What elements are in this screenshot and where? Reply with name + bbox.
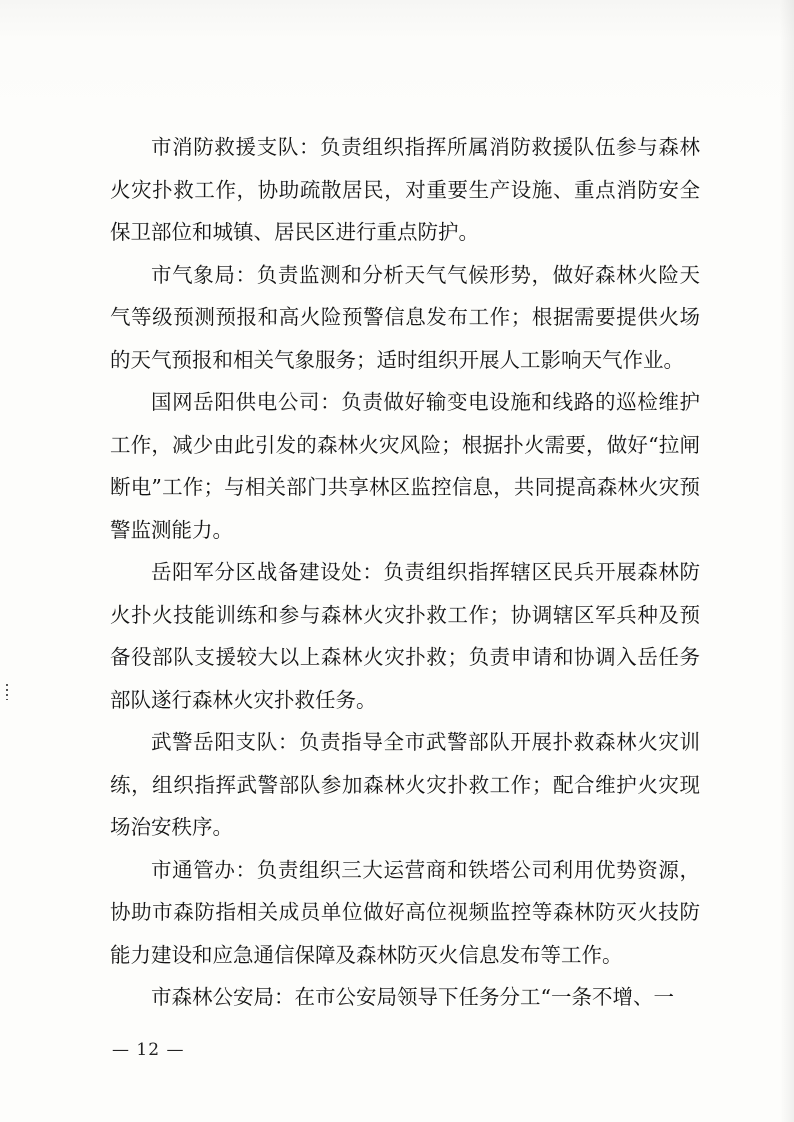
paragraph-armed-police: 武警岳阳支队：负责指导全市武警部队开展扑救森林火灾训练，组织指挥武警部队参加森林火灾扑救工作；配合维护火灾现场治安秩序。 xyxy=(110,730,700,839)
paragraph-power-supply: 国网岳阳供电公司：负责做好输变电设施和线路的巡检维护工作，减少由此引发的森林火灾风险；根据扑火需要，做好“拉闸断电”工作；与相关部门共享林区监控信息，共同提高森林火灾预警监测能力。 xyxy=(110,390,700,542)
scan-artifact-mark xyxy=(6,684,8,700)
paragraph-forest-police: 市森林公安局：在市公安局领导下任务分工“一条不增、一 xyxy=(151,985,674,1009)
paragraph-fire-rescue: 市消防救援支队：负责组织指挥所属消防救援队伍参与森林火灾扑救工作，协助疏散居民，对重要生产设施、重点消防安全保卫部位和城镇、居民区进行重点防护。 xyxy=(110,135,700,244)
scan-edge-shadow xyxy=(780,0,794,1122)
page-number: — 12 — xyxy=(112,1040,185,1060)
document-body xyxy=(110,126,700,1019)
paragraph-meteorology: 市气象局：负责监测和分析天气气候形势，做好森林火险天气等级预测预报和高火险预警信息发布工作；根据需要提供火场的天气预报和相关气象服务；适时组织开展人工影响天气作业。 xyxy=(110,262,700,372)
paragraph-communications: 市通管办：负责组织三大运营商和铁塔公司利用优势资源，协助市森防指相关成员单位做好高位视频监控等森林防灭火技防能力建设和应急通信保障及森林防灭火信息发布等工作。 xyxy=(110,857,700,967)
paragraph-military-district: 岳阳军分区战备建设处：负责组织指挥辖区民兵开展森林防火扑火技能训练和参与森林火灾扑救工作；协调辖区军兵种及预备役部队支援较大以上森林火灾扑救；负责申请和协调入岳任务部队遂行森林火灾扑救任务。 xyxy=(110,560,700,712)
